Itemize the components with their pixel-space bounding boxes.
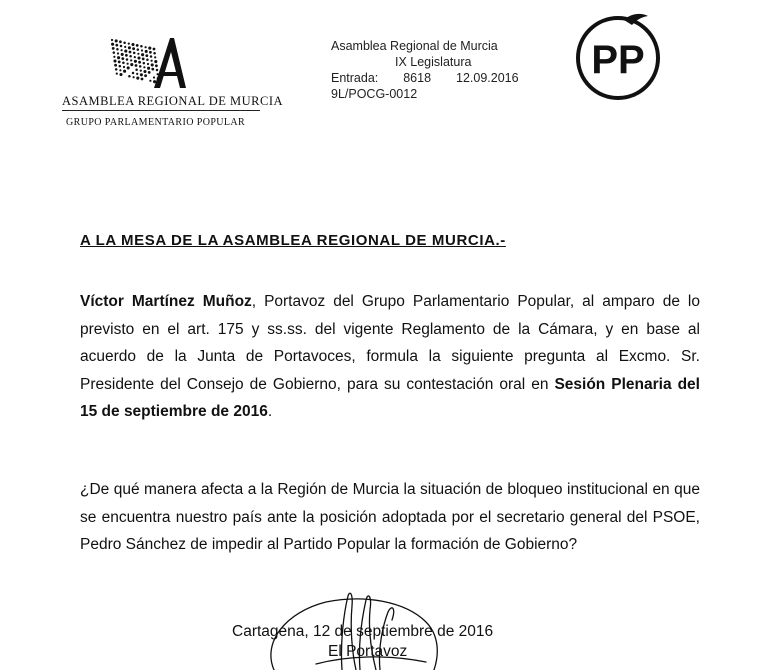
logo-dot [112,47,115,50]
logo-dot [126,58,129,61]
logo-dot [115,68,118,71]
stamp-entrada-label: Entrada: [331,71,379,85]
logo-dot [140,45,143,48]
logo-dot [119,73,122,76]
logo-dot [131,43,134,46]
logo-dot [143,70,146,73]
logo-dot [111,43,114,46]
logo-dot [129,51,132,54]
logo-dot [116,48,119,51]
petitioner-name: Víctor Martínez Muñoz [80,293,252,310]
stamp-line-2: IX Legislatura [395,55,472,69]
logo-dot [127,63,129,65]
logo-dot [128,43,130,45]
logo-dot [116,73,118,75]
logo-dot [118,61,121,64]
party-logo-icon [570,6,670,106]
logo-dot [151,60,153,62]
logo-dot [135,64,138,67]
logo-dot [113,56,115,58]
logo-dot [128,46,131,49]
logo-dot [122,62,125,65]
logo-dot [141,78,144,81]
stamp-reference: 9L/POCG-0012 [331,87,418,101]
signatory-role: El Portavoz [328,643,408,660]
logo-dot [134,60,137,63]
logo-dot [148,47,151,50]
logo-dot [119,40,122,43]
logo-dot [130,63,133,66]
logo-dot [121,49,123,51]
logo-dot [124,50,127,53]
logo-dot [145,46,147,48]
stamp-entrada-date: 12.09.2016 [456,71,519,85]
logo-dot [128,75,131,78]
logo-dot [123,41,126,44]
logo-dot [145,54,148,57]
stamp-entrada-number: 8618 [403,71,432,85]
logo-dot [120,45,123,48]
logo-dot [150,55,153,58]
logo-dot [155,64,158,67]
logo-dot [136,77,139,80]
logo-dot [117,56,120,59]
logo-dot [137,53,139,55]
logo-dot [154,56,156,58]
logo-dot [147,67,150,70]
logo-dot [144,74,147,77]
logo-dot [133,76,135,78]
logo-dot [137,48,140,51]
party-logo-text: PP [591,38,645,82]
place-date: Cartagena, 12 de septiembre de 2016 [232,623,494,640]
logo-dot [143,62,146,65]
logo-dot [121,57,124,60]
logo-dot [136,73,138,75]
document-heading: A LA MESA DE LA ASAMBLEA REGIONAL DE MURCIA.- [80,232,506,249]
logo-dot [111,39,113,41]
logo-dot [149,80,151,82]
logo-dot [149,51,152,54]
stamp-entrada [331,70,519,86]
logo-dot [148,71,151,74]
petition-end: . [267,403,273,420]
logo-dot [153,48,156,51]
logo-dot [113,59,116,62]
logo-dot [143,66,145,68]
logo-dot [130,59,132,61]
session-reference: Sesión Plenaria del 15 de septiembre de 2016 [80,375,700,420]
registry-stamp [331,38,519,102]
logo-dot [151,68,154,71]
org-divider [62,110,260,111]
logo-dot [125,54,128,57]
org-group: GRUPO PARLAMENTARIO POPULAR [66,117,246,128]
logo-dot [132,72,135,75]
logo-dot [115,44,118,47]
logo-dot [136,44,139,47]
logo-dot [129,55,132,58]
logo-dot [123,66,125,68]
logo-dot [119,65,122,68]
logo-dot [153,52,156,55]
logo-dot [133,52,136,55]
logo-dot [145,50,148,53]
logo-dot [117,52,119,54]
logo-dot [140,73,143,76]
petition-text: , Portavoz del Grupo Parlamentario Popular, al amparo de lo previsto en el art. 175 y ss.ss. del vigente Reglamento de la Cámara, y en base al acuerdo de la Junta de Portavoces, formula la siguiente pregunta al Excmo. Sr. Presidente del Consejo de Gobierno, para su contestación oral en [80,293,700,393]
petition-paragraph [80,288,700,426]
logo-dot [156,69,159,72]
logo-dot [113,51,116,54]
logo-dot [153,76,155,78]
logo-dot [121,53,124,56]
logo-dot [137,56,140,59]
logo-dot [140,70,142,72]
logo-dot [123,70,126,73]
closing-block [232,622,493,662]
org-name: ASAMBLEA REGIONAL DE MURCIA [62,94,284,108]
stamp-line-1: Asamblea Regional de Murcia [331,39,498,53]
logo-dot [132,47,135,50]
logo-dot [142,58,145,61]
logo-dot [141,49,143,51]
asamblea-regional-logo-icon [110,34,190,90]
logo-dot [127,66,130,69]
logo-dot [135,68,138,71]
logo-dot [141,53,144,56]
logo-dot [134,56,136,58]
logo-dot [139,65,142,68]
logo-dot [154,60,157,63]
logo-dot [151,63,154,66]
question-paragraph: ¿De qué manera afecta a la Región de Murcia la situación de bloqueo institucional en que se encuentra nuestro país ante la posición adoptada por el secretario general del PSOE, Pedro Sánchez de impedir al Partido Popular la formación de Gobierno? [80,481,700,553]
logo-dot [115,39,118,42]
logo-dot [146,59,149,62]
logo-dot [114,64,117,67]
logo-dot [138,61,141,64]
logo-dot [147,63,149,65]
logo-dot [119,69,121,71]
logo-dot [124,46,126,48]
